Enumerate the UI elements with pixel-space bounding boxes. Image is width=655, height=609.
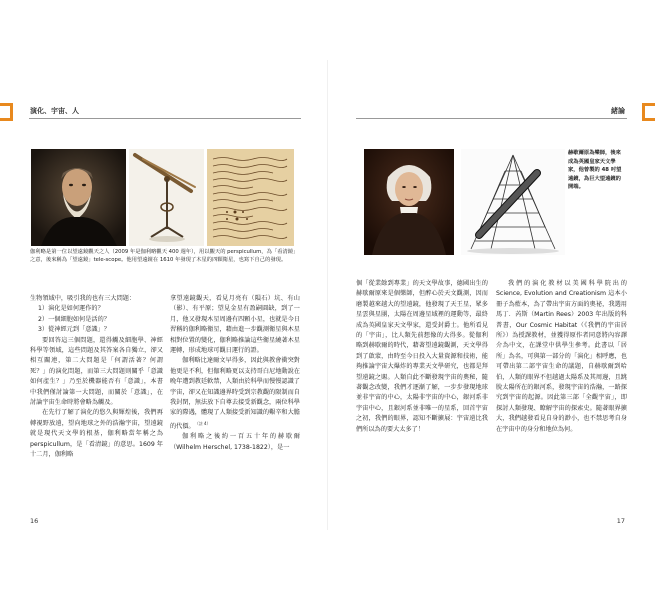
col3-paragraph-1: 個「從業餘到專業」的天文學故事，德國出生的赫歇爾原來是個樂師，但醉心於天文觀測，因而磨製越來越大的望遠鏡，他發現了天王星，眾多星雲與星團，太陽在周邊星域裡的運動等，最終成為英國皇家天文學家，還受封爵士。他所看見的「宇宙」，比人類先前想像的大得多。從伽利略到赫歇爾的時代，藉著望遠鏡觀測，天文學得到了啟蒙，由時至今日投入大量資源和技術，能夠推論宇宙大爆炸的專業天文學研究，也都是拜望遠鏡之賜。人類自此不斷發現宇宙的奧秘，隨著觀念改變，我們才逐漸了解，一步步發現地球並非宇宙的中心，太陽非宇宙的中心，銀河系非宇宙中心，且銀河系並非唯一的星系，回首宇宙之初，我們的眼界，認知不斷擴展：宇宙遠比我們所以為的要大太多了！ bbox=[356, 280, 488, 433]
running-head-left: 演化、宇宙、人 bbox=[30, 107, 79, 115]
header-rule-left bbox=[29, 118, 301, 119]
col2-paragraph-2-wrap bbox=[170, 356, 300, 432]
page-number-right: 17 bbox=[616, 517, 625, 525]
chapter-tab-right bbox=[642, 103, 655, 121]
col1-intro: 生物領域中，吸引我的也有三大問題： bbox=[30, 295, 136, 302]
left-page-column-1 bbox=[30, 294, 163, 461]
question-1: 1）演化是如何運作的？ bbox=[38, 305, 104, 313]
herschel-portrait-image bbox=[364, 149, 454, 255]
right-page-column-2 bbox=[496, 279, 627, 435]
galileo-portrait-image bbox=[31, 149, 126, 246]
herschel-telescope-engraving-image bbox=[461, 149, 565, 255]
col2-paragraph-1: 拿望遠鏡觀天，看見月亮有（隕石）坑、有山（影）、有平原；望見金星有盈嗣圓缺，到了一月，他又發現木星周邊有四顆小星，也就是今日習稱的伽利略衛星，藉由進一步觀測衛星與木星相對位置的變化，伽利略推論這些衛星繞著木星運轉，形成地球可觀日運行的證。 bbox=[170, 295, 300, 355]
page-number-left: 16 bbox=[30, 517, 39, 525]
footnote-mark: （註 4） bbox=[194, 420, 211, 426]
manuscript-image bbox=[207, 149, 294, 246]
col4-paragraph-1: 我們的演化教材以美國科學院出的 Science, Evolution and Creationism 這本小冊子為藍本，為了帶出宇宙方面的奧祕，我選用馬丁．芮斯（Martin Rees）2003 年出版的科普書，Our Cosmic Habitat（《我們的宇宙居所》）為授課教材，並獲得原作者同意將內容譯介為中文，在課堂中供學生參考。此書以「居所」為名，可與第一部分的「演化」相呼應，也可帶出第二部宇宙生命的議題，自赫歇爾到哈伯，人類的眼界不但越過太陽系及其周邊，且跳脫太陽所在的銀河系，發現宇宙的浩瀚，一路探究到宇宙的起源。因此第三部「全觀宇宙」，即探討人類發現、瞭解宇宙的探索史。隨著眼界擴大，我們越發看見自身的渺小，也不禁思考自身在宇宙中的身分和地位為何。 bbox=[496, 280, 627, 433]
question-2: 2）一個細胞如何是活的？ bbox=[38, 315, 110, 323]
header-rule-right bbox=[356, 118, 627, 119]
running-head-right: 緒論 bbox=[611, 107, 625, 115]
gutter bbox=[327, 60, 328, 530]
col1-paragraph-2: 在先行了解了演化的悠久與輝煌後，我們再轉視野放遠，望向地球之外的浩瀚宇宙，望遠鏡就是現代天文學的根基，伽利略當年稱之為 perspicullum，是「看清鏡」的意思。1609 年十二月，伽利略 bbox=[30, 409, 163, 459]
col1-paragraph-1: 要回答這三個問題，還得觸及細胞學、神經科學等領域，這些問題及其答案各自獨立，卻又相互關連，第二大問題是「何謂活著？何謂死？」的演化問題，而第三大問題則關乎「意識如何產生？」乃至於機器能否有「意識」，本書中我們僅討論第一大問題，而關於「意識」，在討論宇宙生命時將會略為觸及。 bbox=[30, 336, 163, 407]
left-page-column-2 bbox=[170, 294, 300, 453]
chapter-tab-left bbox=[0, 103, 13, 121]
col2-paragraph-3: 伽利略之後約一百五十年的赫歇爾（Wilhelm Herschel, 1738-1822），是一 bbox=[170, 433, 300, 451]
telescope-photo-image bbox=[129, 149, 204, 246]
right-page-column-1 bbox=[356, 279, 488, 435]
right-figure-caption: 赫歇爾原為樂師，後來成為英國皇家天文學家，他曾製的 48 吋望遠鏡，為巨大望遠鏡的開端。 bbox=[568, 150, 622, 191]
question-3: 3）從神經元到「意識」？ bbox=[38, 326, 110, 334]
left-figure-caption: 伽利略是第一位以望遠鏡觀天之人（2009 年是伽利略觀天 400 週年），用以觀天的 perspicullum，為「看清鏡」之意，後來稱為「望遠鏡」tele-scope。他用望遠鏡在 1610 年發現了木星的四顆衛星，也寫下自己的發現。 bbox=[30, 249, 296, 263]
col2-paragraph-2: 伽利略比達爾文早得多，因此與教會衝突對他更是不利，但伽利略更以支持哥白尼地動說在晚年遭到教廷軟禁，人類由於科學而慢慢認識了宇宙，卻又在知識邊界時受到宗教觀的限制而自我封閉，無法放下自尊去接受新觀念，兩位科學家的際遇，體現了人類接受新知識的艱辛和大膽的代價。 bbox=[170, 357, 300, 430]
